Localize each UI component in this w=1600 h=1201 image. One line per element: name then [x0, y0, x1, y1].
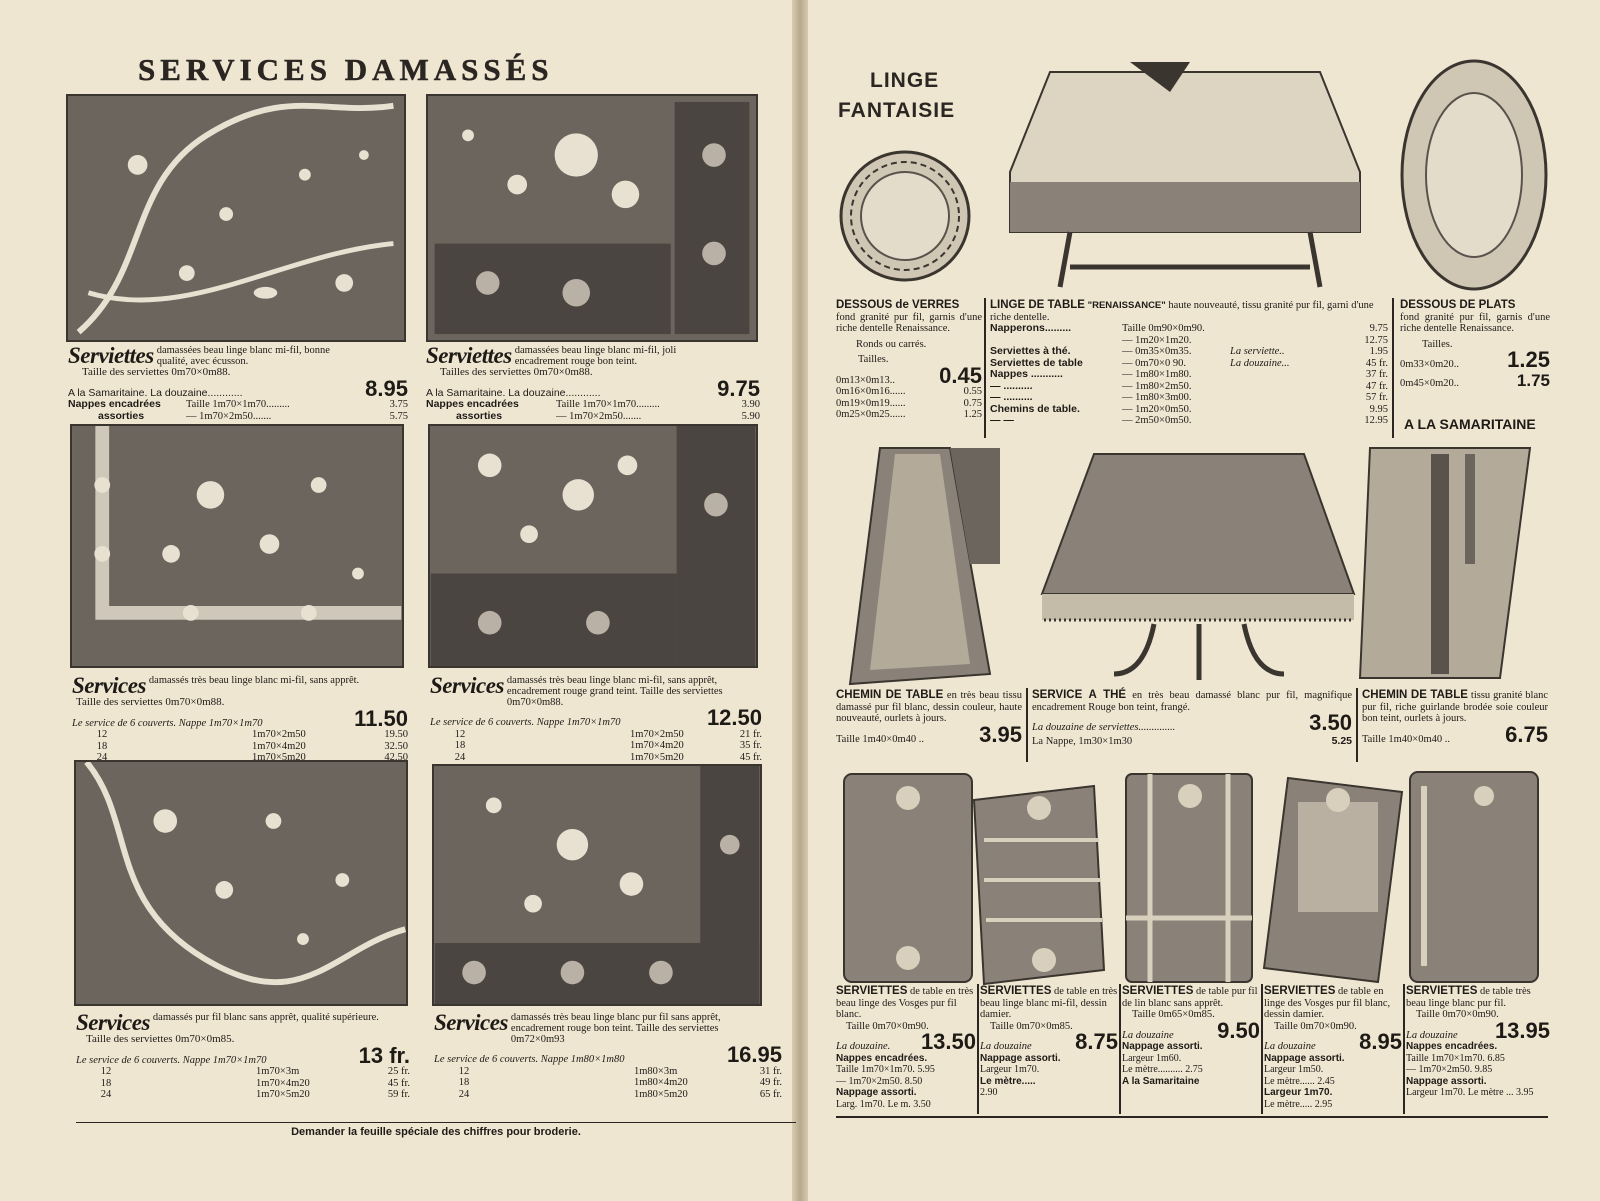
item-label: Serviettes à thé. — [990, 345, 1071, 357]
item-description: en très beau tissu damassé pur fil blanc, dessin couleur, haute nouveauté, ourlets à jours. — [836, 690, 1022, 724]
item-description: de table en très beau linge des Vosges pur fil blanc. — [836, 986, 974, 1020]
damask-illustration-5 — [74, 760, 408, 1006]
book-gutter — [792, 0, 808, 1201]
product-heading: Services — [434, 1010, 508, 1035]
item-title: CHEMIN DE TABLE — [1362, 689, 1468, 701]
dozen-price: 13.95 — [1494, 1017, 1550, 1043]
linge-table-rows — [990, 323, 1388, 427]
service-line: Le service de 6 couverts. Nappe 1m70×1m70 — [430, 717, 621, 728]
size: 1m70×2m50 — [252, 729, 306, 740]
table-runner-illustration-1 — [840, 444, 1010, 688]
size: — 1m20×0m50. — [1122, 403, 1192, 415]
item-description: fond granité pur fil, garnis d'une riche dentelle Renaissance. — [836, 311, 982, 334]
line-1: Nappes encadrées. — [836, 1052, 928, 1064]
dozen-label: La douzaine — [1264, 1041, 1316, 1052]
price: 37 fr. — [1365, 369, 1388, 380]
price: 3.95 — [979, 721, 1022, 747]
damask-illustration-3 — [70, 424, 404, 668]
price: 45 fr. — [1365, 357, 1388, 369]
size: 1m70×4m20 — [256, 1077, 310, 1089]
dozen-price: 3.50 — [1309, 710, 1352, 735]
price: 21 fr. — [739, 728, 762, 740]
line-1: Nappes encadrées. — [1406, 1041, 1498, 1052]
serviettes-block-2 — [980, 986, 1118, 1099]
napkin-illustration-3 — [1120, 768, 1258, 988]
product-heading: Services — [430, 673, 504, 698]
price: 59 fr. — [387, 1089, 410, 1100]
price: 1.25 — [963, 409, 982, 420]
line-4: Nappage assorti. — [1406, 1075, 1487, 1087]
size: 1m70×5m20 — [256, 1089, 310, 1100]
damask-illustration-6 — [432, 764, 762, 1006]
page-title-linge-fantaisie — [838, 66, 955, 126]
covers: 18 — [454, 740, 466, 751]
price: 9.95 — [1369, 403, 1388, 415]
size: 0m45×0m20.. — [1400, 377, 1460, 389]
dozen-label: A la Samaritaine. La douzaine............ — [68, 387, 243, 399]
price: 5.90 — [741, 410, 760, 422]
product-description: damassés très beau linge blanc mi-fil, sans apprêt. — [148, 675, 360, 686]
nappe-price: 5.25 — [1331, 734, 1352, 747]
item-description: tissu granité blanc pur fil, riche guirlande brodée soie couleur bon teint, ourlets à jours. — [1362, 690, 1549, 724]
size: Taille 0m90×0m90. — [1122, 323, 1205, 334]
product-serviettes-2 — [426, 345, 760, 422]
damask-illustration-2 — [426, 94, 758, 342]
price: 65 fr. — [759, 1088, 782, 1100]
item-label: Chemins de table. — [990, 402, 1080, 415]
size: — 1m80×3m00. — [1122, 392, 1192, 403]
product-heading: Serviettes — [426, 343, 512, 368]
service-price: 13 fr. — [358, 1042, 410, 1068]
line-1: Nappage assorti. — [1122, 1041, 1203, 1052]
line-4: Nappage assorti. — [836, 1087, 917, 1098]
covers: 24 — [454, 751, 466, 763]
product-services-4 — [430, 675, 762, 763]
covers: 12 — [100, 1066, 112, 1077]
linge-table-row — [990, 369, 1388, 381]
price: 42.50 — [384, 752, 408, 763]
dessous-plats-block — [1400, 300, 1550, 391]
dozen-label: La douzaine — [1122, 1029, 1174, 1041]
serviettes-block-3 — [1122, 986, 1260, 1087]
item-description: de table en très beau linge blanc mi-fil, dessin damier. — [980, 986, 1118, 1020]
line-3: — 1m70×2m50. 8.50 — [836, 1075, 923, 1087]
service-the-block — [1032, 690, 1352, 747]
size: 1m70×2m50 — [630, 728, 684, 740]
divider — [1356, 688, 1358, 762]
size: — 2m50×0m50. — [1122, 415, 1192, 426]
line-2: Largeur 1m70. — [980, 1064, 1040, 1075]
service-price: 16.95 — [726, 1042, 782, 1067]
price: 35 fr. — [739, 740, 762, 751]
price: 19.50 — [384, 729, 408, 740]
item-description: haute nouveauté, tissu granité pur fil, garni d'une riche dentelle. — [990, 300, 1374, 323]
size: Taille 0m70×0m90. — [1416, 1009, 1499, 1020]
dessous-verres-block — [836, 300, 982, 421]
price: 25 fr. — [387, 1066, 410, 1077]
serviettes-block-4 — [1264, 986, 1402, 1110]
placemat-illustration — [1398, 56, 1550, 294]
line-3: — 1m70×2m50. 9.85 — [1406, 1064, 1493, 1075]
nappes-label: Nappes encadrées — [68, 399, 161, 410]
size-line: Taille des serviettes 0m70×0m85. — [86, 1033, 235, 1045]
tea-table-illustration — [1034, 444, 1362, 684]
size: 0m33×0m20.. — [1400, 359, 1460, 370]
item-title: DESSOUS de VERRES — [836, 299, 960, 311]
size: 0m25×0m25...... — [836, 409, 906, 420]
size: 1m70×3m — [256, 1066, 300, 1077]
size: — 1m80×1m80. — [1122, 369, 1192, 380]
line-4: Le mètre..... — [980, 1075, 1036, 1087]
chemin-table-2-block — [1362, 690, 1548, 745]
product-description: damassées beau linge blanc mi-fil, joli encadrement rouge bon teint. — [514, 345, 677, 367]
size: 1m70×4m20 — [630, 740, 684, 751]
serviettes-block-1 — [836, 986, 976, 1110]
line-5: 2.90 — [980, 1087, 998, 1098]
item-title: DESSOUS DE PLATS — [1400, 299, 1516, 311]
linge-table-row — [990, 381, 1388, 393]
linge-table-row — [990, 404, 1388, 416]
item-label: — — — [990, 414, 1014, 426]
size: — 1m80×2m50. — [1122, 380, 1192, 392]
item-label: Napperons......... — [990, 322, 1072, 334]
store-name: A LA SAMARITAINE — [1404, 416, 1536, 432]
line-5: Larg. 1m70. Le m. 3.50 — [836, 1098, 931, 1110]
item-title: SERVICE A THÉ — [1032, 689, 1127, 701]
covers: 12 — [96, 729, 108, 740]
divider — [1392, 298, 1394, 438]
size: Taille 1m40×0m40 .. — [1362, 733, 1451, 745]
line-2: Largeur 1m60. — [1122, 1052, 1182, 1064]
dozen-label: A la Samaritaine. La douzaine............ — [426, 387, 601, 399]
price: 1.25 — [1507, 347, 1550, 372]
dozen-label: La douzaine de serviettes.............. — [1032, 722, 1176, 733]
size: 1m80×4m20 — [634, 1077, 688, 1088]
item-label: Nappes ........... — [990, 368, 1063, 380]
price: 45 fr. — [387, 1077, 410, 1089]
item-description: de table pur fil de lin blanc sans apprêt. — [1122, 986, 1258, 1009]
size: 1m80×5m20 — [634, 1088, 688, 1100]
item-name: "RENAISSANCE" — [1087, 300, 1166, 311]
item-title: SERVIETTES — [1264, 985, 1336, 997]
item-title: SERVIETTES — [980, 985, 1052, 997]
table-runner-illustration-2 — [1350, 444, 1548, 682]
linge-table-row — [990, 323, 1388, 335]
product-description: damassés très beau linge blanc pur fil sans apprêt, encadrement rouge bon teint. Taille des serviettes 0m72×0m93 — [510, 1012, 721, 1045]
size: 1m70×4m20 — [252, 740, 306, 752]
size-line: Taille des serviettes 0m70×0m88. — [76, 696, 225, 708]
price: 0.55 — [963, 386, 982, 397]
line-3: Le mètre...... 2.45 — [1264, 1075, 1335, 1087]
covers: 24 — [96, 752, 108, 763]
line-1: Nappage assorti. — [1264, 1052, 1345, 1064]
divider — [1403, 984, 1405, 1114]
item-description: en très beau damassé blanc pur fil, magnifique encadrement Rouge bon teint, frangé. — [1032, 690, 1353, 713]
footer-note: Demander la feuille spéciale des chiffres pour broderie. — [76, 1122, 796, 1138]
dozen-price: 8.95 — [365, 375, 408, 401]
assorties-label: assorties — [98, 410, 145, 422]
item-label: — .......... — [990, 391, 1033, 403]
title-line2: FANTAISIE — [838, 99, 956, 122]
service-line: Le service de 6 couverts. Nappe 1m80×1m80 — [434, 1054, 625, 1065]
service-price: 11.50 — [354, 705, 408, 731]
size: Taille 0m70×0m90. — [1274, 1020, 1357, 1032]
divider — [1119, 984, 1121, 1114]
item-description: de table en linge des Vosges pur fil blanc, dessin damier. — [1264, 986, 1391, 1020]
linge-table-row — [990, 392, 1388, 404]
covers: 18 — [96, 740, 108, 752]
line-2: Largeur 1m50. — [1264, 1064, 1324, 1075]
size-line: Taille des serviettes 0m70×0m88. — [82, 366, 231, 378]
covers: 18 — [458, 1077, 470, 1088]
size: — 1m20×1m20. — [1122, 334, 1192, 346]
item-title: SERVIETTES — [1122, 985, 1194, 997]
size: 0m13×0m13.. — [836, 374, 896, 386]
size: 1m70×5m20 — [252, 752, 306, 763]
size: — 1m70×2m50....... — [556, 410, 642, 422]
product-heading: Services — [72, 673, 146, 698]
napkin-illustration-5 — [1404, 766, 1544, 988]
item-label: Serviettes de table — [990, 356, 1083, 369]
linge-table-row — [990, 415, 1388, 427]
price: 47 fr. — [1365, 380, 1388, 392]
price: 0.45 — [939, 362, 982, 388]
dozen-label: La douzaine. — [836, 1041, 891, 1052]
size: — 0m35×0m35. — [1122, 346, 1192, 357]
price: 3.75 — [389, 399, 408, 410]
price: 12.95 — [1364, 415, 1388, 426]
covers: 24 — [100, 1089, 112, 1100]
napkin-illustration-2 — [964, 780, 1114, 990]
title-line1: LINGE — [870, 69, 940, 92]
price: 32.50 — [384, 740, 408, 752]
dozen-label: La douzaine — [980, 1041, 1032, 1052]
product-services-6 — [434, 1012, 782, 1100]
product-heading: Services — [76, 1010, 150, 1035]
covers: 12 — [458, 1065, 470, 1077]
item-title: SERVIETTES — [836, 985, 908, 997]
size: Taille 0m65×0m85. — [1132, 1009, 1215, 1020]
item-description: fond granité pur fil, garnis d'une riche dentelle Renaissance. — [1400, 311, 1550, 334]
item-label: — .......... — [990, 379, 1033, 392]
nappe-label: La Nappe, 1m30×1m30 — [1032, 735, 1133, 747]
divider — [1026, 688, 1028, 762]
price: 0.75 — [963, 397, 982, 409]
size: Taille 1m40×0m40 .. — [836, 733, 925, 745]
tablecloth-illustration — [990, 52, 1390, 292]
product-heading: Serviettes — [68, 343, 154, 368]
item-tailles: Tailles. — [1422, 338, 1453, 350]
line-4: Largeur 1m70. — [1264, 1087, 1333, 1098]
nappes-label: Nappes encadrées — [426, 399, 519, 410]
bottom-rule — [836, 1116, 1548, 1118]
price: 1.95 — [1369, 346, 1388, 357]
item-shape: Ronds ou carrés. — [856, 338, 927, 350]
line-1: Nappage assorti. — [980, 1052, 1061, 1064]
size: 1m80×3m — [634, 1065, 678, 1077]
product-serviettes-1 — [68, 345, 408, 422]
napkin-illustration-4 — [1258, 772, 1408, 988]
price: 31 fr. — [759, 1065, 782, 1077]
damask-illustration-1 — [66, 94, 406, 342]
price: 49 fr. — [759, 1077, 782, 1088]
product-description: damassées beau linge blanc mi-fil, bonne qualité, avec écusson. — [156, 345, 330, 367]
note: La serviette.. — [1230, 346, 1285, 357]
size: Taille 1m70×1m70......... — [186, 399, 290, 410]
price: 1.75 — [1516, 370, 1550, 390]
size-line: Tailles des serviettes 0m70×0m88. — [440, 366, 593, 378]
product-description: damassés très beau linge blanc mi-fil, sans apprêt, encadrement rouge grand teint. Taille des serviettes 0m70×0m88. — [506, 675, 723, 708]
price: 57 fr. — [1365, 392, 1388, 403]
divider — [977, 984, 979, 1114]
linge-table-block — [990, 300, 1388, 427]
chemin-table-1-block — [836, 690, 1022, 745]
linge-table-row — [990, 346, 1388, 358]
covers: 12 — [454, 728, 466, 740]
dozen-price: 9.75 — [717, 375, 760, 401]
size: — 1m70×2m50....... — [186, 410, 272, 422]
size: Taille 1m70×1m70......... — [556, 399, 660, 410]
dozen-price: 9.50 — [1217, 1017, 1260, 1043]
divider — [1261, 984, 1263, 1114]
dozen-label: La douzaine — [1406, 1029, 1458, 1041]
size: 0m19×0m19...... — [836, 397, 906, 409]
product-services-3 — [72, 675, 408, 764]
product-services-5 — [76, 1012, 410, 1101]
dozen-price: 13.50 — [920, 1029, 976, 1054]
note: La douzaine... — [1230, 357, 1290, 369]
item-title: LINGE DE TABLE — [990, 299, 1085, 311]
line-3: Le mètre.......... 2.75 — [1122, 1064, 1203, 1075]
size: Taille 0m70×0m90. — [846, 1020, 929, 1032]
size: Taille 0m70×0m85. — [990, 1020, 1073, 1032]
page-title-services: SERVICES DAMASSÉS — [138, 52, 554, 87]
napkin-illustration-1 — [838, 768, 978, 988]
price: 12.75 — [1364, 334, 1388, 346]
size: — 0m70×0 90. — [1122, 357, 1186, 369]
price: 9.75 — [1369, 323, 1388, 334]
coaster-illustration — [836, 148, 974, 284]
price: 5.75 — [389, 410, 408, 422]
serviettes-block-5 — [1406, 986, 1550, 1099]
price: 6.75 — [1505, 721, 1548, 747]
service-line: Le service de 6 couverts. Nappe 1m70×1m70 — [76, 1054, 267, 1066]
divider — [984, 298, 986, 438]
price: 45 fr. — [739, 751, 762, 763]
covers: 24 — [458, 1088, 470, 1100]
line-4: A la Samaritaine — [1122, 1075, 1200, 1087]
product-description: damassés pur fil blanc sans apprêt, qualité supérieure. — [152, 1012, 379, 1023]
item-tailles: Tailles. — [858, 354, 889, 365]
service-line: Le service de 6 couverts. Nappe 1m70×1m70 — [72, 717, 263, 729]
size: 0m16×0m16...... — [836, 386, 906, 397]
line-2: Taille 1m70×1m70. 6.85 — [1406, 1052, 1505, 1064]
item-title: CHEMIN DE TABLE — [836, 689, 944, 701]
line-5: Largeur 1m70. Le mètre ... 3.95 — [1406, 1087, 1534, 1098]
covers: 18 — [100, 1077, 112, 1089]
line-5: Le mètre..... 2.95 — [1264, 1098, 1333, 1110]
item-description: de table très beau linge blanc pur fil. — [1406, 986, 1531, 1009]
dozen-price: 8.75 — [1075, 1029, 1118, 1054]
assorties-label: assorties — [456, 410, 503, 422]
price: 3.90 — [741, 399, 760, 410]
line-2: Taille 1m70×1m70. 5.95 — [836, 1064, 935, 1075]
item-title: SERVIETTES — [1406, 985, 1478, 997]
damask-illustration-4 — [428, 424, 758, 668]
dozen-price: 8.95 — [1359, 1029, 1402, 1054]
size: 1m70×5m20 — [630, 751, 684, 763]
service-price: 12.50 — [706, 705, 762, 730]
